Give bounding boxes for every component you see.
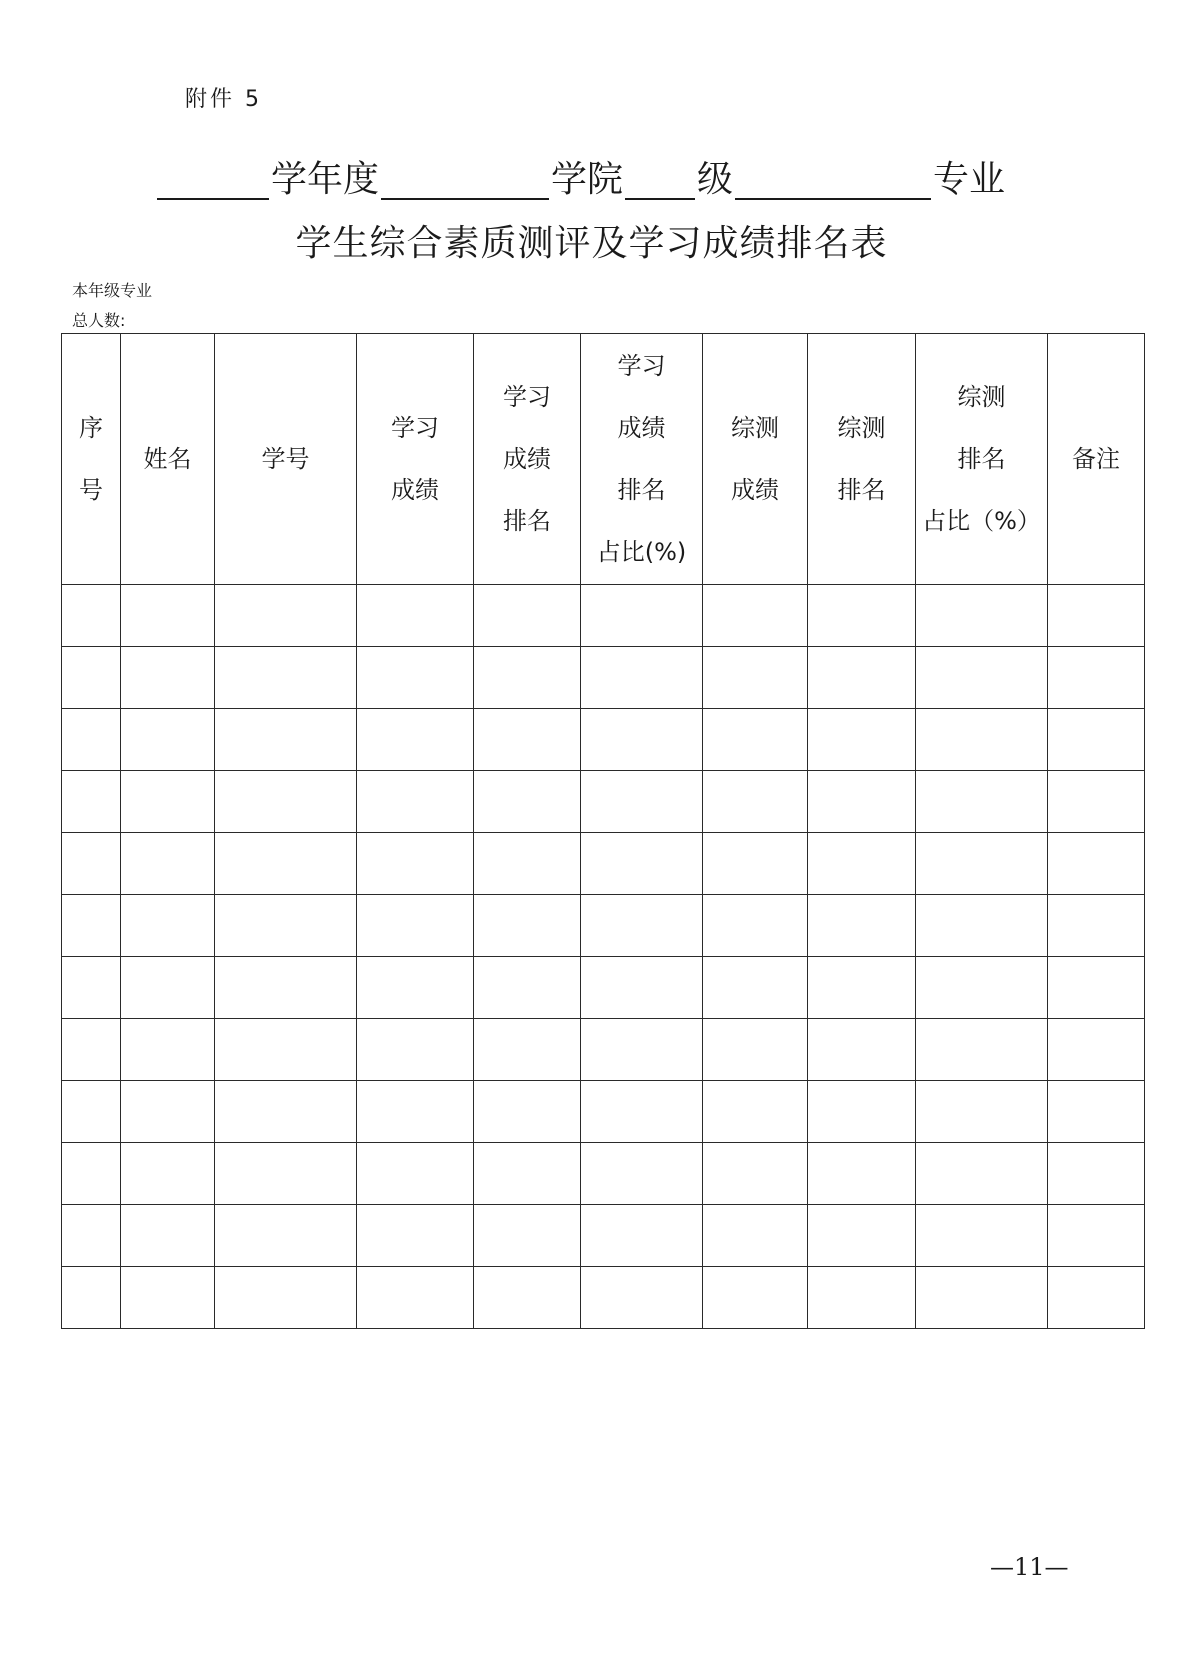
table-cell[interactable]	[916, 895, 1048, 957]
table-cell[interactable]	[474, 585, 581, 647]
header-comprehensive-rank: 综测 排名	[808, 334, 916, 585]
table-cell[interactable]	[215, 957, 357, 1019]
table-row	[62, 833, 1145, 895]
grade-blank[interactable]	[625, 158, 695, 200]
table-cell[interactable]	[581, 957, 703, 1019]
table-cell[interactable]	[62, 709, 121, 771]
table-cell[interactable]	[121, 771, 215, 833]
table-cell[interactable]	[581, 585, 703, 647]
table-cell[interactable]	[62, 771, 121, 833]
academic-year-label: 学年度	[271, 159, 380, 200]
college-label: 学院	[551, 159, 624, 200]
table-cell[interactable]	[121, 1267, 215, 1329]
table-cell[interactable]	[808, 1267, 916, 1329]
table-cell[interactable]	[808, 833, 916, 895]
table-cell[interactable]	[62, 895, 121, 957]
table-cell[interactable]	[215, 1081, 357, 1143]
table-cell[interactable]	[703, 1019, 808, 1081]
table-cell[interactable]	[121, 647, 215, 709]
table-cell[interactable]	[1048, 833, 1145, 895]
table-cell[interactable]	[121, 585, 215, 647]
table-cell[interactable]	[474, 709, 581, 771]
table-cell[interactable]	[474, 1205, 581, 1267]
table-cell[interactable]	[215, 833, 357, 895]
table-cell[interactable]	[121, 833, 215, 895]
total-count-label: 总人数:	[72, 311, 126, 330]
table-cell[interactable]	[474, 1143, 581, 1205]
table-cell[interactable]	[916, 1205, 1048, 1267]
table-row	[62, 585, 1145, 647]
header-comprehensive-rank-percent: 综测 排名 占比（%）	[916, 334, 1048, 585]
table-cell[interactable]	[703, 1143, 808, 1205]
header-remarks: 备注	[1048, 334, 1145, 585]
table-cell[interactable]	[808, 1143, 916, 1205]
table-cell[interactable]	[916, 1019, 1048, 1081]
table-cell[interactable]	[581, 1205, 703, 1267]
table-cell[interactable]	[357, 895, 474, 957]
table-cell[interactable]	[357, 709, 474, 771]
table-cell[interactable]	[916, 585, 1048, 647]
table-cell[interactable]	[215, 709, 357, 771]
table-cell[interactable]	[808, 957, 916, 1019]
table-cell[interactable]	[916, 647, 1048, 709]
table-cell[interactable]	[808, 1019, 916, 1081]
table-cell[interactable]	[703, 647, 808, 709]
header-row	[62, 334, 1145, 585]
table-cell[interactable]	[121, 1019, 215, 1081]
table-cell[interactable]	[357, 585, 474, 647]
table-row	[62, 647, 1145, 709]
table-cell[interactable]	[581, 1267, 703, 1329]
table-cell[interactable]	[703, 1205, 808, 1267]
header-comprehensive-score: 综测 成绩	[703, 334, 808, 585]
academic-year-blank[interactable]	[157, 158, 269, 200]
table-cell[interactable]	[357, 1267, 474, 1329]
table-cell[interactable]	[703, 1081, 808, 1143]
table-cell[interactable]	[62, 1081, 121, 1143]
table-cell[interactable]	[703, 709, 808, 771]
table-cell[interactable]	[703, 1267, 808, 1329]
table-row	[62, 1267, 1145, 1329]
table-cell[interactable]	[121, 1205, 215, 1267]
table-cell[interactable]	[1048, 1205, 1145, 1267]
page-number: —11—	[990, 1553, 1069, 1581]
table-cell[interactable]	[703, 771, 808, 833]
grade-label: 级	[697, 159, 734, 200]
header-name: 姓名	[121, 334, 215, 585]
table-cell[interactable]	[1048, 647, 1145, 709]
table-cell[interactable]	[581, 1081, 703, 1143]
table-cell[interactable]	[808, 895, 916, 957]
major-blank[interactable]	[735, 158, 931, 200]
table-cell[interactable]	[62, 585, 121, 647]
table-cell[interactable]	[357, 1019, 474, 1081]
table-row	[62, 771, 1145, 833]
header-study-rank-percent: 学习 成绩 排名 占比(%)	[581, 334, 703, 585]
table-row	[62, 1143, 1145, 1205]
table-cell[interactable]	[1048, 1019, 1145, 1081]
table-row	[62, 1205, 1145, 1267]
table-cell[interactable]	[1048, 585, 1145, 647]
form-title-line	[155, 150, 1055, 200]
table-row	[62, 895, 1145, 957]
header-study-score: 学习 成绩	[357, 334, 474, 585]
table-cell[interactable]	[1048, 1143, 1145, 1205]
table-cell[interactable]	[62, 1143, 121, 1205]
table-cell[interactable]	[474, 771, 581, 833]
table-title: 学生综合素质测评及学习成绩排名表	[295, 223, 888, 264]
table-cell[interactable]	[62, 647, 121, 709]
table-cell[interactable]	[121, 709, 215, 771]
table-cell[interactable]	[62, 957, 121, 1019]
ranking-table	[61, 333, 1145, 1329]
college-blank[interactable]	[381, 158, 549, 200]
table-cell[interactable]	[581, 771, 703, 833]
table-cell[interactable]	[121, 1081, 215, 1143]
header-study-score-rank: 学习 成绩 排名	[474, 334, 581, 585]
table-cell[interactable]	[215, 1267, 357, 1329]
table-cell[interactable]	[581, 709, 703, 771]
table-cell[interactable]	[121, 957, 215, 1019]
table-cell[interactable]	[916, 1143, 1048, 1205]
table-row	[62, 1081, 1145, 1143]
header-index: 序 号	[62, 334, 121, 585]
table-cell[interactable]	[581, 1143, 703, 1205]
table-cell[interactable]	[808, 1081, 916, 1143]
table-cell[interactable]	[62, 1267, 121, 1329]
table-cell[interactable]	[916, 771, 1048, 833]
table-cell[interactable]	[808, 647, 916, 709]
table-cell[interactable]	[357, 1081, 474, 1143]
table-cell[interactable]	[703, 833, 808, 895]
table-cell[interactable]	[474, 895, 581, 957]
table-cell[interactable]	[808, 709, 916, 771]
header-student-id: 学号	[215, 334, 357, 585]
table-cell[interactable]	[916, 709, 1048, 771]
table-cell[interactable]	[62, 833, 121, 895]
table-cell[interactable]	[1048, 957, 1145, 1019]
table-cell[interactable]	[474, 1019, 581, 1081]
table-cell[interactable]	[215, 1143, 357, 1205]
table-body	[62, 585, 1145, 1329]
table-cell[interactable]	[215, 585, 357, 647]
table-cell[interactable]	[1048, 1081, 1145, 1143]
grade-major-label: 本年级专业	[72, 281, 153, 300]
table-row	[62, 957, 1145, 1019]
table-cell[interactable]	[916, 1267, 1048, 1329]
table-cell[interactable]	[916, 1081, 1048, 1143]
table-cell[interactable]	[1048, 771, 1145, 833]
table-cell[interactable]	[581, 895, 703, 957]
table-row	[62, 1019, 1145, 1081]
table-cell[interactable]	[474, 833, 581, 895]
major-label: 专业	[933, 159, 1006, 200]
table-cell[interactable]	[121, 1143, 215, 1205]
table-cell[interactable]	[808, 771, 916, 833]
table-cell[interactable]	[357, 833, 474, 895]
table-cell[interactable]	[581, 833, 703, 895]
table-cell[interactable]	[808, 1205, 916, 1267]
table-cell[interactable]	[121, 895, 215, 957]
table-cell[interactable]	[1048, 1267, 1145, 1329]
table-cell[interactable]	[215, 1205, 357, 1267]
table-cell[interactable]	[474, 957, 581, 1019]
attachment-label: 附件 5	[185, 87, 262, 112]
table-cell[interactable]	[357, 957, 474, 1019]
table-cell[interactable]	[1048, 895, 1145, 957]
table-cell[interactable]	[215, 647, 357, 709]
table-cell[interactable]	[916, 833, 1048, 895]
table-cell[interactable]	[62, 1205, 121, 1267]
table-cell[interactable]	[581, 1019, 703, 1081]
table-cell[interactable]	[703, 585, 808, 647]
table-cell[interactable]	[357, 771, 474, 833]
table-cell[interactable]	[62, 1019, 121, 1081]
table-cell[interactable]	[1048, 709, 1145, 771]
table-cell[interactable]	[357, 647, 474, 709]
table-cell[interactable]	[581, 647, 703, 709]
table-cell[interactable]	[703, 895, 808, 957]
table-cell[interactable]	[215, 1019, 357, 1081]
table-cell[interactable]	[474, 647, 581, 709]
table-cell[interactable]	[474, 1081, 581, 1143]
table-cell[interactable]	[215, 771, 357, 833]
table-cell[interactable]	[357, 1205, 474, 1267]
table-cell[interactable]	[215, 895, 357, 957]
table-row	[62, 709, 1145, 771]
table-cell[interactable]	[474, 1267, 581, 1329]
table-cell[interactable]	[916, 957, 1048, 1019]
table-cell[interactable]	[808, 585, 916, 647]
table-cell[interactable]	[703, 957, 808, 1019]
table-cell[interactable]	[357, 1143, 474, 1205]
